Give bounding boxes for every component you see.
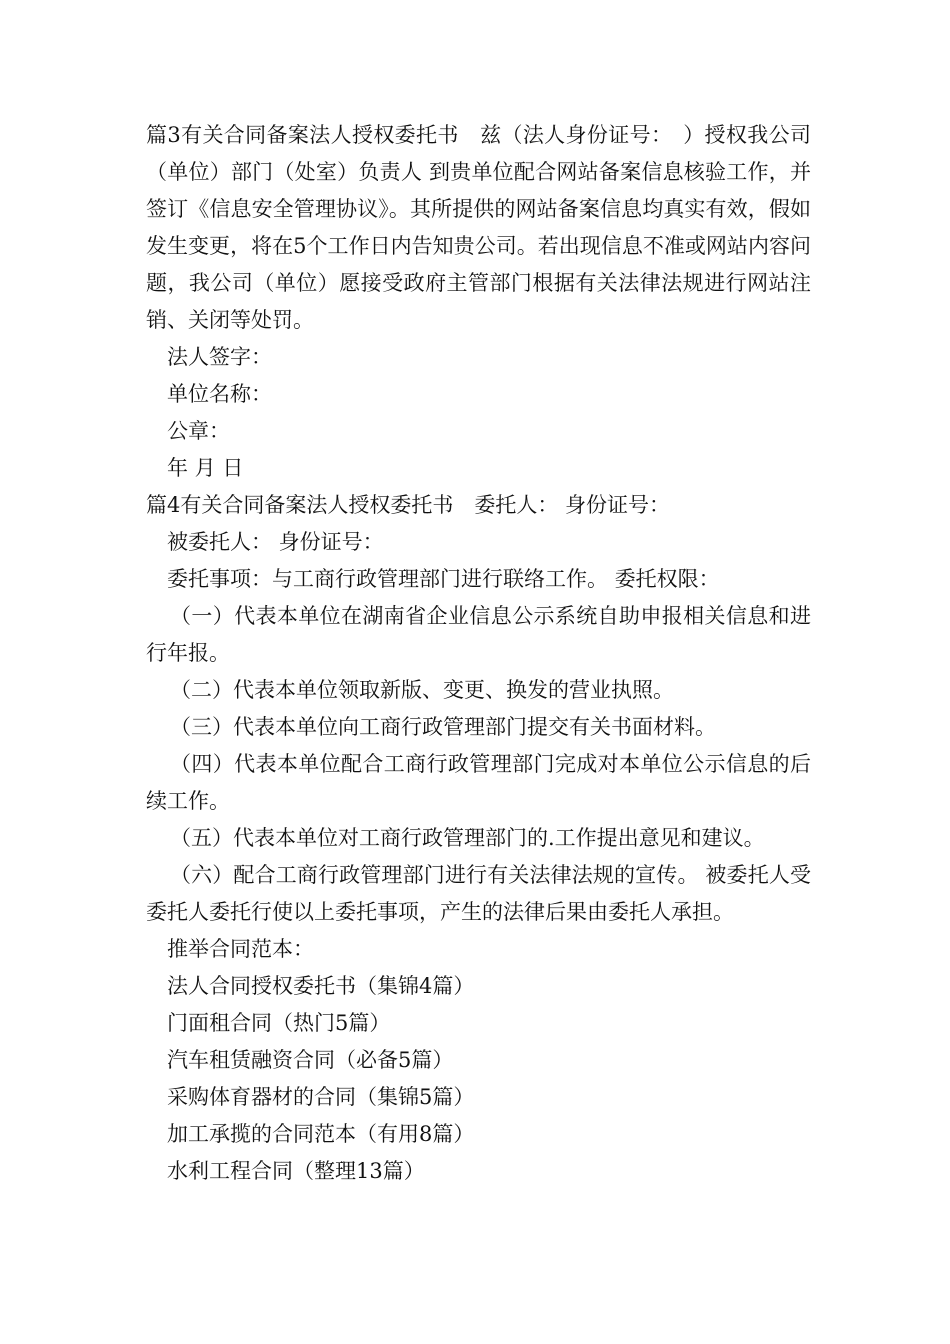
authority-item-3: （三）代表本单位向工商行政管理部门提交有关书面材料。 xyxy=(170,715,716,739)
official-seal-line: 公章： xyxy=(167,419,230,443)
recommended-templates-heading: 推举合同范本： xyxy=(167,937,314,961)
document-page xyxy=(146,117,811,1190)
paragraph-section4-heading: 篇4有关合同备案法人授权委托书 委托人： 身份证号： xyxy=(146,493,671,517)
authority-item-5: （五）代表本单位对工商行政管理部门的.工作提出意见和建议。 xyxy=(170,826,765,850)
recommended-template-item: 法人合同授权委托书（集锦4篇） xyxy=(167,974,475,998)
trustee-line: 被委托人： 身份证号： xyxy=(167,530,384,554)
authority-item-1: （一）代表本单位在湖南省企业信息公示系统自助申报相关信息和进行年报。 xyxy=(146,604,811,665)
paragraph-section3-body: 篇3有关合同备案法人授权委托书 兹（法人身份证号： ）授权我公司（单位）部门（处室）负责人 到贵单位配合网站备案信息核验工作，并签订《信息安全管理协议》。其所提供的网站备案信息均真实有效，假如发生变更，将在5个工作日内告知贵公司。若出现信息不准或网站内容问题，我公司（单位）愿接受政府主管部门根据有关法律法规进行网站注销、关闭等处罚。 xyxy=(146,123,811,332)
recommended-template-item: 门面租合同（热门5篇） xyxy=(167,1011,391,1035)
date-line: 年 月 日 xyxy=(167,456,244,480)
recommended-template-item: 采购体育器材的合同（集锦5篇） xyxy=(167,1085,475,1109)
recommended-template-item: 水利工程合同（整理13篇） xyxy=(167,1159,425,1183)
legal-person-signature-line: 法人签字： xyxy=(167,345,272,369)
authority-item-2: （二）代表本单位领取新版、变更、换发的营业执照。 xyxy=(170,678,674,702)
recommended-template-item: 加工承揽的合同范本（有用8篇） xyxy=(167,1122,475,1146)
entrusted-matters-line: 委托事项：与工商行政管理部门进行联络工作。 委托权限： xyxy=(167,567,720,591)
authority-item-4: （四）代表本单位配合工商行政管理部门完成对本单位公示信息的后续工作。 xyxy=(146,752,811,813)
unit-name-line: 单位名称： xyxy=(167,382,272,406)
recommended-template-item: 汽车租赁融资合同（必备5篇） xyxy=(167,1048,454,1072)
authority-item-6: （六）配合工商行政管理部门进行有关法律法规的宣传。 被委托人受委托人委托行使以上委托事项，产生的法律后果由委托人承担。 xyxy=(146,863,811,924)
